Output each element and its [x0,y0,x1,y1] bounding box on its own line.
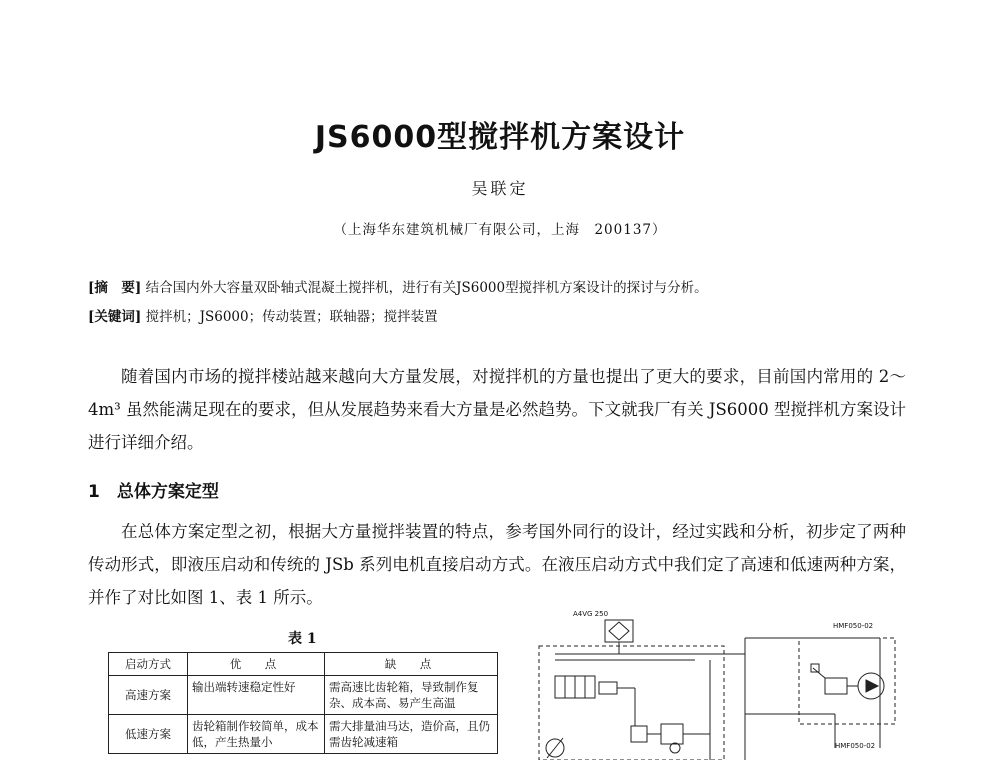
pump-enclosure [539,646,724,760]
section-heading: 1 总体方案定型 [88,482,219,502]
keywords-label: [关键词] [88,309,142,325]
paper-title: JS6000型搅拌机方案设计 [314,120,686,155]
comparison-table [108,652,498,754]
hydraulic-schematic-figure [535,608,900,764]
motor-valve [825,678,847,694]
table-cell-mode: 低速方案 [109,715,188,754]
motor-label-bottom: HMF050-02 [835,742,876,750]
keywords-text: 搅拌机；JS6000；传动装置；联轴器；搅拌装置 [145,309,438,325]
abstract-label: [摘 要] [88,280,142,296]
table-caption: 表 1 [288,631,317,647]
table-row [109,676,498,715]
table-header-cell: 启动方式 [109,653,188,676]
relief-valve [661,724,683,744]
hydraulic-circuit-diagram [535,608,900,760]
author-affiliation: （上海华东建筑机械厂有限公司，上海 200137） [333,222,667,238]
table-header-cell: 优 点 [188,653,325,676]
table-cell-pros: 输出端转速稳定性好 [188,676,325,715]
table-cell-cons: 需高速比齿轮箱，导致制作复杂、成本高、易产生高温 [325,676,498,715]
author-name: 吴联定 [471,179,529,198]
table-header-cell: 缺 点 [325,653,498,676]
keywords-line [88,305,438,325]
table-header-row [109,653,498,676]
filter-symbol [609,622,629,640]
section-paragraph: 在总体方案定型之初，根据大方量搅拌装置的特点，参考国外同行的设计，经过实践和分析，初步定了两种传动形式，即液压启动和传统的 JSb 系列电机直接启动方式。在液压启动方式中我们定了高速和低速两种方案，并作了对比如图 1、表 1 所示。 [88,522,906,607]
abstract-line [88,276,708,296]
table-cell-cons: 需大排量油马达，造价高，且仍需齿轮减速箱 [325,715,498,754]
table-row [109,715,498,754]
check-valve [631,726,647,742]
table-cell-mode: 高速方案 [109,676,188,715]
intro-paragraph: 随着国内市场的搅拌楼站越来越向大方量发展，对搅拌机的方量也提出了更大的要求，目前国内常用的 2～4m³ 虽然能满足现在的要求，但从发展趋势来看大方量是必然趋势。下文就我厂有关 JS6000 型搅拌机方案设计进行详细介绍。 [88,367,906,452]
motor-label-top: HMF050-02 [833,622,874,630]
pump-label: A4VG 250 [573,610,609,618]
abstract-text: 结合国内外大容量双卧轴式混凝土搅拌机，进行有关JS6000型搅拌机方案设计的探讨与分析。 [145,280,708,296]
table-cell-pros: 齿轮箱制作较简单，成本低，产生热量小 [188,715,325,754]
